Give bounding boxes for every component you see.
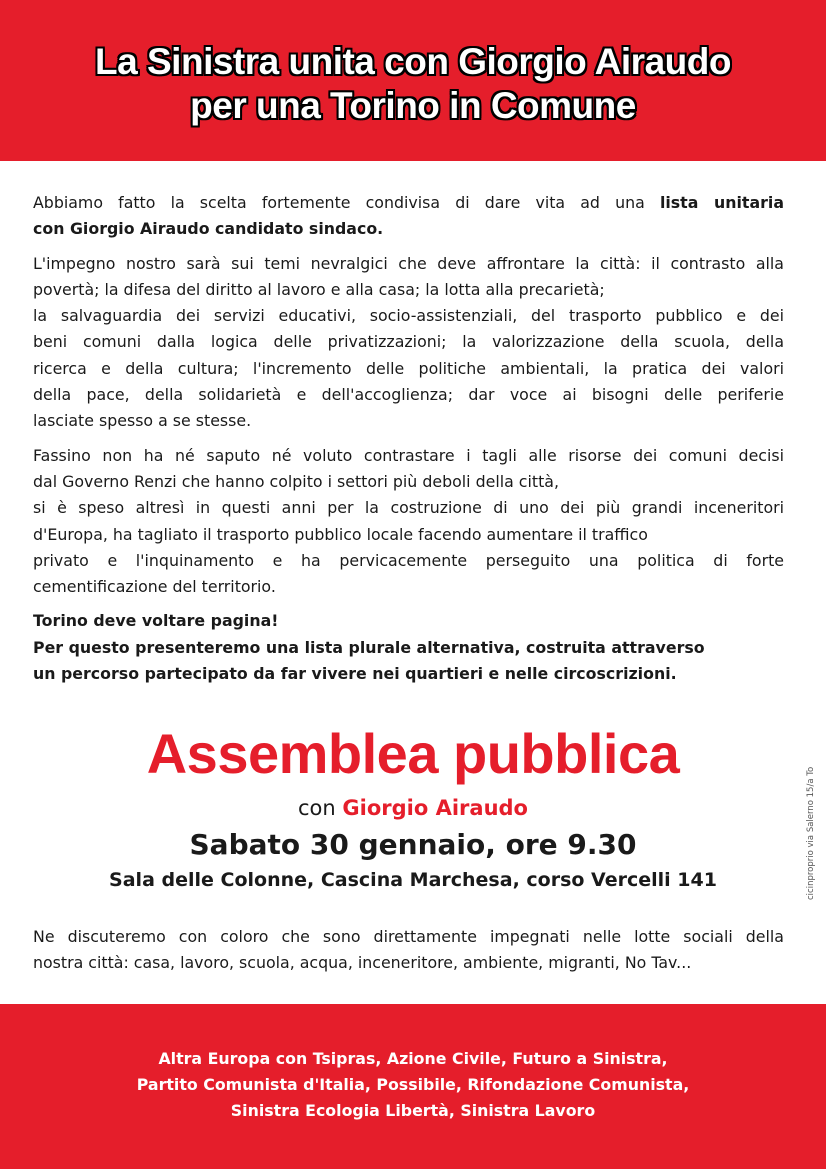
commitment-paragraph <box>33 251 784 435</box>
callout-line: Per questo presenteremo una lista plurale alternativa, costruita attraverso <box>33 637 705 657</box>
event-guest-name: Giorgio Airaudo <box>342 796 528 820</box>
footer-line: Partito Comunista d'Italia, Possibile, Rifondazione Comunista, <box>136 1075 690 1094</box>
paragraph-line: d'Europa, ha tagliato il trasporto pubblico locale facendo aumentare il traffico <box>33 524 648 544</box>
supporting-parties <box>0 1046 826 1124</box>
paragraph-line: si è speso altresì in questi anni per la costruzione di uno dei più grandi inceneritori <box>33 498 784 518</box>
intro-paragraph <box>33 190 784 243</box>
critique-paragraph <box>33 443 784 601</box>
printer-credit: cicinproprio via Salerno 15/a To <box>806 766 816 900</box>
title-line-2: per una Torino in Comune <box>190 85 636 126</box>
footer-line: Sinistra Ecologia Libertà, Sinistra Lavoro <box>230 1101 596 1120</box>
event-guest-prefix: con <box>298 796 343 820</box>
paragraph-line: L'impegno nostro sarà sui temi nevralgici che deve affrontare la città: il contrasto alla <box>33 253 784 273</box>
event-guest <box>0 794 826 822</box>
closing-line: nostra città: casa, lavoro, scuola, acqua, inceneritore, ambiente, migranti, No Tav... <box>33 953 692 973</box>
paragraph-line: privato e l'inquinamento e ha pervicacemente perseguito una politica di forte <box>33 550 784 570</box>
event-block <box>0 718 826 894</box>
page-title <box>0 40 826 128</box>
paragraph-line: cementificazione del territorio. <box>33 577 276 597</box>
intro-line-1 <box>33 190 784 216</box>
paragraph-line: lasciate spesso a se stesse. <box>33 411 252 431</box>
title-line-1: La Sinistra unita con Giorgio Airaudo <box>95 41 731 82</box>
event-location: Sala delle Colonne, Cascina Marchesa, corso Vercelli 141 <box>109 869 717 891</box>
closing-line: Ne discuteremo con coloro che sono direttamente impegnati nelle lotte sociali della <box>33 927 784 946</box>
intro-text: Abbiamo fatto la scelta fortemente condivisa di dare vita ad una <box>33 193 660 212</box>
callout-line: Torino deve voltare pagina! <box>33 611 279 631</box>
paragraph-line: beni comuni dalla logica delle privatizzazioni; la valorizzazione della scuola, della <box>33 332 784 352</box>
intro-bold-text: lista unitaria <box>659 193 784 212</box>
paragraph-line: ricerca e della cultura; l'incremento delle politiche ambientali, la pratica dei valori <box>33 358 784 378</box>
event-date: Sabato 30 gennaio, ore 9.30 <box>189 828 637 861</box>
event-title: Assemblea pubblica <box>146 722 680 785</box>
header-banner <box>0 0 826 161</box>
paragraph-line: la salvaguardia dei servizi educativi, socio-assistenziali, del trasporto pubblico e dei <box>33 306 784 326</box>
paragraph-line: povertà; la difesa del diritto al lavoro e alla casa; la lotta alla precarietà; <box>33 279 605 299</box>
intro-line-2: con Giorgio Airaudo candidato sindaco. <box>33 219 384 239</box>
paragraph-line: Fassino non ha né saputo né voluto contrastare i tagli alle risorse dei comuni decisi <box>33 445 784 465</box>
footer-banner <box>0 1004 826 1169</box>
footer-line: Altra Europa con Tsipras, Azione Civile, Futuro a Sinistra, <box>158 1049 668 1068</box>
callout-paragraph <box>33 608 784 687</box>
paragraph-line: dal Governo Renzi che hanno colpito i settori più deboli della città, <box>33 471 559 491</box>
closing-paragraph <box>33 924 784 977</box>
body-content <box>33 190 784 695</box>
paragraph-line: della pace, della solidarietà e dell'accoglienza; dar voce ai bisogni delle periferie <box>33 385 784 405</box>
callout-line: un percorso partecipato da far vivere nei quartieri e nelle circoscrizioni. <box>33 664 677 684</box>
